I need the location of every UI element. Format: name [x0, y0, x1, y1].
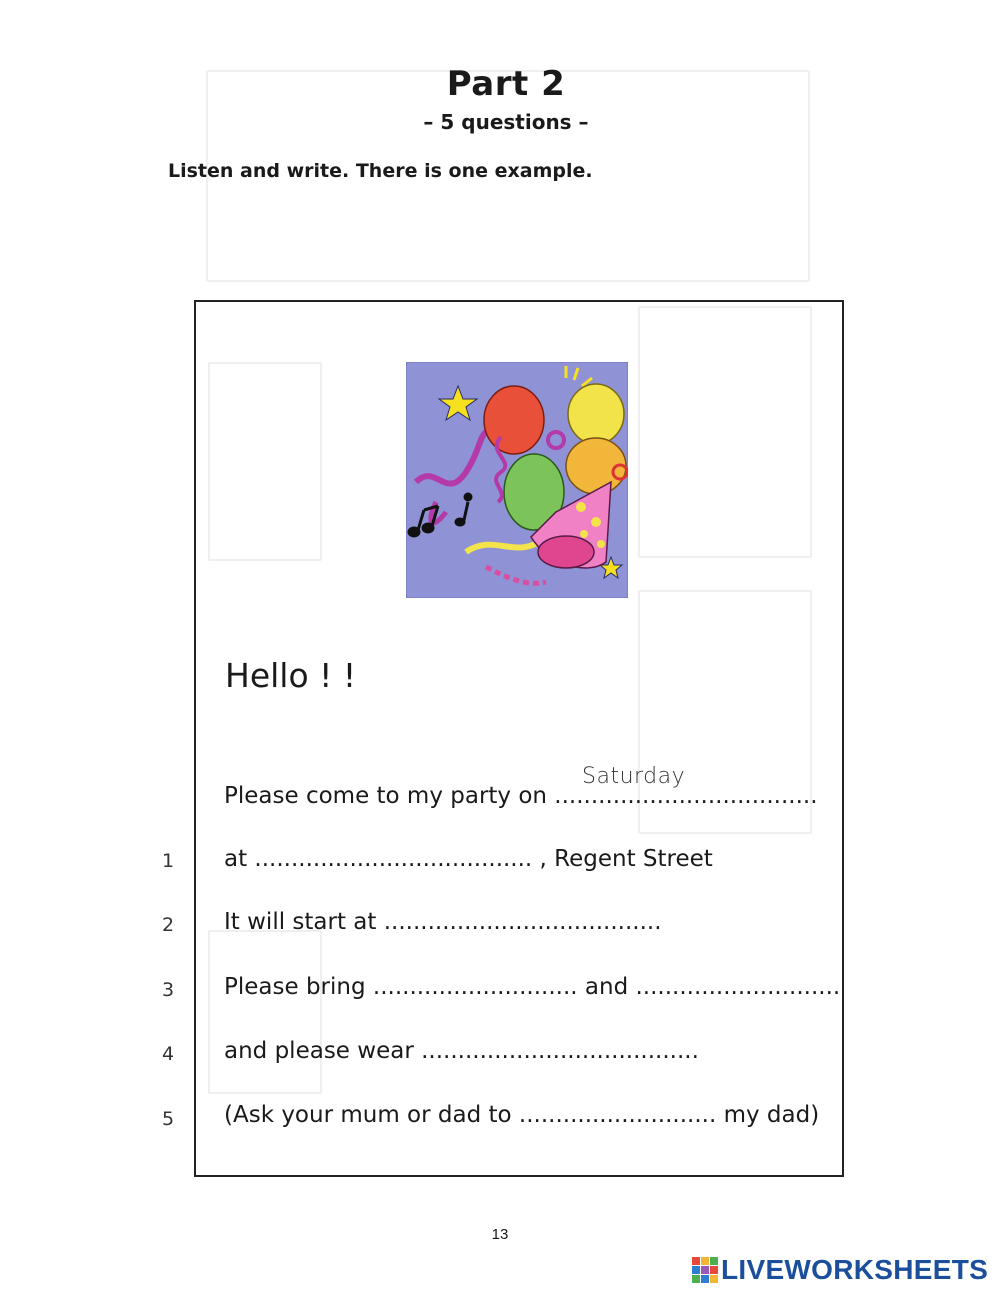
logo-text: LIVEWORKSHEETS [721, 1254, 989, 1285]
page-title: Part 2 [446, 64, 566, 104]
instruction-text: Listen and write. There is one example. [168, 160, 593, 182]
question-number: 2 [162, 914, 175, 936]
question-number: 5 [162, 1108, 175, 1130]
question-count: – 5 questions – [423, 110, 589, 134]
liveworksheets-logo[interactable] [692, 1252, 988, 1288]
yellow-balloon [568, 384, 624, 444]
page-number: 13 [491, 1226, 509, 1243]
red-balloon [484, 386, 544, 454]
question-number: 3 [162, 979, 175, 1001]
question-number: 4 [162, 1043, 175, 1065]
greeting-heading: Hello ! ! [225, 656, 357, 695]
example-answer: Saturday [582, 764, 686, 789]
question-number: 1 [162, 850, 175, 872]
question-line[interactable]: (Ask your mum or dad to ........................... my dad) [224, 1102, 820, 1128]
blocks-icon [692, 1257, 718, 1283]
question-line[interactable]: and please wear ...................................... [224, 1038, 699, 1064]
question-line[interactable]: It will start at ...................................... [224, 909, 662, 935]
example-line: Please come to my party on .................................... [224, 783, 818, 809]
question-line[interactable]: at ...................................... , Regent Street [224, 846, 713, 872]
question-line[interactable]: Please bring ............................ and ............................ [224, 974, 841, 1000]
party-balloons-image [406, 362, 628, 598]
